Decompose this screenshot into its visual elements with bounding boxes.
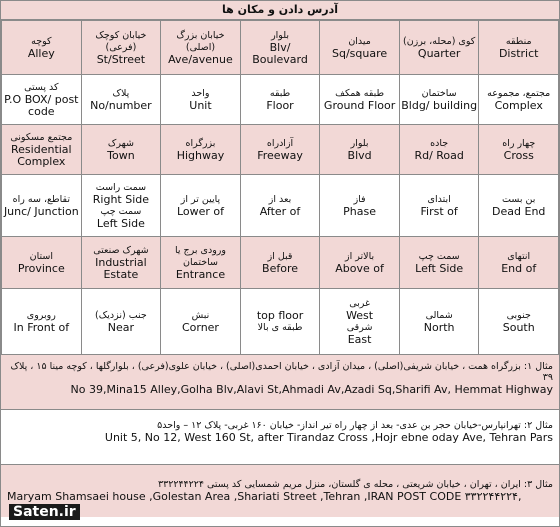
- vocab-cell: [81, 289, 161, 355]
- english-term: Cross: [503, 148, 534, 162]
- persian-term: بلوار: [350, 137, 369, 149]
- persian-term: شهرک: [107, 137, 134, 149]
- table-row: [2, 75, 559, 125]
- persian-term: غربی: [349, 297, 370, 309]
- vocab-cell: [320, 125, 400, 175]
- example-2-persian: مثال ۲: تهرانپارس-خیابان حجر بن عدی- بعد از چهار راه تیر انداز- خیابان ۱۶۰ غربی- پلاک ۱۲ – واحد۵: [157, 420, 553, 431]
- vocab-cell: [320, 289, 400, 355]
- vocab-cell: [479, 21, 559, 75]
- vocabulary-table: [1, 20, 559, 355]
- vocab-cell: [240, 21, 320, 75]
- persian-term: قبل از: [267, 250, 293, 262]
- vocab-cell: [399, 21, 479, 75]
- example-2-english: Unit 5, No 12, West 160 St, after Tirandaz Cross ,Hojr ebne oday Ave, Tehran Pars: [104, 431, 553, 444]
- vocab-cell: [2, 175, 82, 237]
- vocab-cell: [161, 289, 241, 355]
- english-term: In Front of: [13, 320, 70, 334]
- vocab-cell: [81, 75, 161, 125]
- english-term: South: [502, 320, 535, 334]
- persian-term: استان: [29, 250, 53, 262]
- example-1-english: No 39,Mina15 Alley,Golha Blv,Alavi St,Ahmadi Av,Azadi Sq,Sharifi Av, Hemmat Highway: [70, 383, 553, 396]
- vocab-cell: [240, 75, 320, 125]
- persian-term: ورودی برج یا ساختمان: [174, 244, 226, 268]
- vocab-cell: [161, 21, 241, 75]
- english-term: Unit: [189, 98, 212, 112]
- persian-term: خیابان بزرگ (اصلی): [176, 29, 225, 53]
- persian-term: انتهای: [507, 250, 531, 262]
- persian-term: تقاطع، سه راه: [12, 193, 70, 205]
- persian-term: روبروی: [26, 309, 56, 321]
- persian-term: شهرک صنعتی: [93, 244, 149, 256]
- persian-term: بلوار: [271, 29, 289, 41]
- persian-term: کد پستی: [24, 81, 59, 93]
- site-watermark: Saten.ir: [9, 504, 80, 520]
- persian-term: شمالی: [425, 309, 453, 321]
- persian-term: میدان: [348, 35, 371, 47]
- english-term: Phase: [343, 204, 377, 218]
- vocab-cell: [399, 125, 479, 175]
- english-term: Complex: [494, 98, 543, 112]
- vocab-cell: [479, 175, 559, 237]
- english-term: First of: [420, 204, 458, 218]
- vocab-cell: [161, 175, 241, 237]
- persian-term: جنب (نزدیک): [95, 309, 147, 321]
- english-term: Residential Complex: [11, 142, 72, 168]
- table-row: [2, 125, 559, 175]
- english-term: Left Side: [96, 216, 145, 230]
- persian-term: جاده: [430, 137, 449, 149]
- table-row: [2, 21, 559, 75]
- vocab-cell: [161, 125, 241, 175]
- example-2: [1, 410, 559, 465]
- vocab-cell: [161, 237, 241, 289]
- english-term: No/number: [90, 98, 152, 112]
- persian-term: مجتمع، مجموعه: [487, 87, 551, 99]
- example-3: [1, 465, 559, 517]
- example-1-persian: مثال ۱: بزرگراه همت ، خیابان شریفی(اصلی) ، میدان آزادی ، خیابان احمدی(اصلی) ، خیابان علوی(فرعی) ، بلوارگلها ، کوچه مینا ۱۵ ، پلاک ۳۹: [10, 361, 553, 383]
- vocab-cell: [399, 75, 479, 125]
- english-term: Blvd: [347, 148, 372, 162]
- english-term: Right Side: [92, 192, 150, 206]
- vocab-cell: [479, 75, 559, 125]
- english-term: End of: [501, 261, 537, 275]
- english-term: Blv/ Boulevard: [252, 40, 308, 66]
- persian-term: سمت چپ: [100, 205, 142, 217]
- english-term: Left Side: [415, 261, 464, 275]
- persian-term: مجتمع مسکونی: [10, 131, 73, 143]
- persian-term: سمت چپ: [418, 250, 460, 262]
- page-title: آدرس دادن و مکان ها: [1, 1, 559, 20]
- english-term: Ground Floor: [323, 98, 396, 112]
- english-term: Industrial Estate: [95, 255, 147, 281]
- example-1: [1, 355, 559, 410]
- english-term: Near: [107, 320, 135, 334]
- english-term: Junc/ Junction: [3, 204, 79, 218]
- vocab-cell: [81, 125, 161, 175]
- persian-term: فاز: [353, 193, 366, 205]
- vocab-cell: [240, 125, 320, 175]
- vocab-cell: [399, 175, 479, 237]
- english-term: Freeway: [257, 148, 303, 162]
- english-term: Quarter: [417, 46, 461, 60]
- vocab-cell: [320, 75, 400, 125]
- table-row: [2, 175, 559, 237]
- vocab-cell: [2, 237, 82, 289]
- persian-term: کوچه: [31, 35, 52, 47]
- english-term: Bldg/ building: [401, 98, 478, 112]
- vocab-cell: [479, 289, 559, 355]
- english-term: Entrance: [175, 267, 226, 281]
- vocab-cell: [479, 237, 559, 289]
- english-term: Lower of: [176, 204, 224, 218]
- persian-term: منطقه: [505, 35, 532, 47]
- example-3-persian: مثال ۳: ایران ، تهران ، خیابان شریعتی ، محله ی گلستان، منزل مریم شمسایی کد پستی ۳۳۲۲۴۴۲۲۴: [158, 479, 553, 490]
- persian-term: شرقی: [346, 321, 373, 333]
- english-term: North: [423, 320, 455, 334]
- vocab-cell: [240, 289, 320, 355]
- persian-term: نبش: [191, 309, 210, 321]
- persian-term: طبقه: [269, 87, 291, 99]
- persian-term: ابتدای: [427, 193, 451, 205]
- vocab-cell: [399, 289, 479, 355]
- persian-term: جنوبی: [506, 309, 531, 321]
- english-term: East: [347, 332, 372, 346]
- english-term: Sq/square: [332, 46, 388, 60]
- persian-term: بالاتر از: [345, 250, 375, 262]
- vocab-cell: [320, 237, 400, 289]
- vocab-cell: [240, 237, 320, 289]
- persian-term: بزرگراه: [185, 137, 216, 149]
- table-row: [2, 289, 559, 355]
- english-term: St/Street: [96, 52, 146, 66]
- vocab-cell: [2, 289, 82, 355]
- persian-term: طبقه همکف: [335, 87, 385, 99]
- vocab-cell: [2, 125, 82, 175]
- english-term: Ave/avenue: [168, 52, 233, 66]
- persian-term: خیابان کوچک (فرعی): [95, 29, 147, 53]
- english-term: District: [498, 46, 539, 60]
- english-term: Town: [107, 148, 135, 162]
- vocab-cell: [161, 75, 241, 125]
- persian-term: پایین تر از: [180, 193, 221, 205]
- vocab-cell: [81, 175, 161, 237]
- vocab-cell: [2, 21, 82, 75]
- vocab-cell: [81, 21, 161, 75]
- english-term: Rd/ Road: [414, 148, 464, 162]
- english-term: Dead End: [492, 204, 546, 218]
- table-row: [2, 237, 559, 289]
- english-term: Before: [262, 261, 299, 275]
- persian-term: واحد: [191, 87, 210, 99]
- vocab-cell: [81, 237, 161, 289]
- english-term: P.O BOX/ post code: [4, 92, 79, 118]
- persian-term: بن بست: [502, 193, 536, 205]
- vocab-cell: [320, 175, 400, 237]
- english-term: West: [346, 308, 374, 322]
- english-term: Alley: [27, 46, 55, 60]
- english-term: After of: [259, 204, 301, 218]
- vocab-cell: [2, 75, 82, 125]
- english-term: Highway: [176, 148, 225, 162]
- vocab-cell: [240, 175, 320, 237]
- english-term: Corner: [181, 320, 219, 334]
- english-term: Province: [17, 261, 65, 275]
- persian-term: ساختمان: [421, 87, 457, 99]
- persian-term: سمت راست: [95, 181, 147, 193]
- persian-term: آزادراه: [266, 137, 294, 149]
- vocab-cell: [320, 21, 400, 75]
- persian-term: پلاک: [112, 87, 130, 99]
- persian-term: کوی (محله، برزن): [403, 35, 476, 47]
- example-3-english: Maryam Shamsaei house ,Golestan Area ,Shariati Street ,Tehran ,IRAN POST CODE ۳۳۲۲۴۴۲۲۴,: [7, 490, 522, 503]
- persian-term: بعد از: [268, 193, 292, 205]
- vocab-cell: [479, 125, 559, 175]
- english-term: top floor: [256, 308, 304, 322]
- persian-term: چهار راه: [502, 137, 536, 149]
- vocab-cell: [399, 237, 479, 289]
- english-term: Above of: [335, 261, 384, 275]
- persian-term: طبقه ی بالا: [257, 321, 303, 333]
- english-term: Floor: [266, 98, 294, 112]
